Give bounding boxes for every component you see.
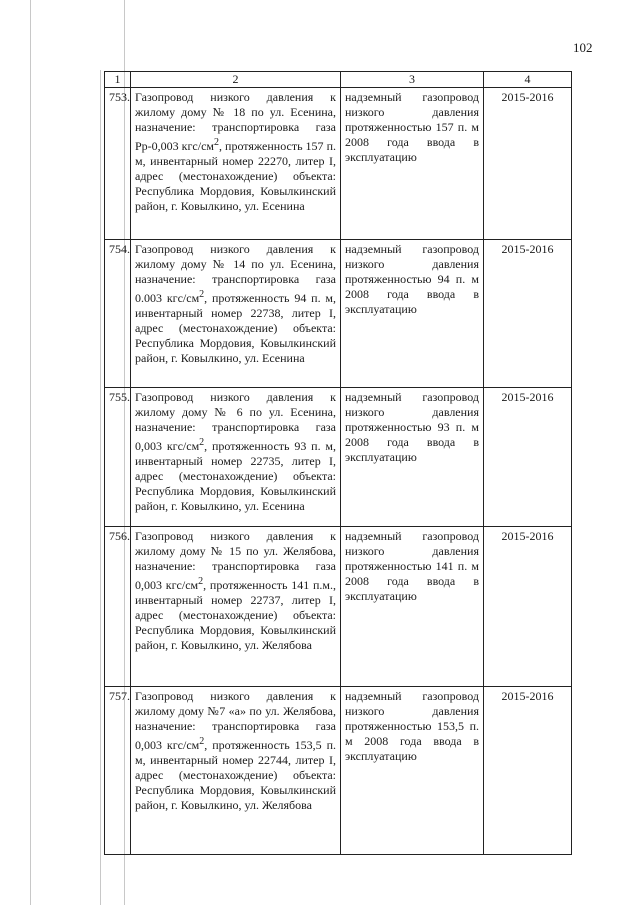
object-characteristics: надземный газопровод низкого давления протяженностью 141 п. м 2008 года ввода в эксплуатацию — [341, 527, 484, 687]
object-characteristics: надземный газопровод низкого давления протяженностью 93 п. м 2008 года ввода в эксплуатацию — [341, 388, 484, 527]
row-number: 757. — [105, 687, 131, 855]
table-header-row — [105, 72, 572, 88]
header-cell: 1 — [105, 72, 131, 88]
row-number: 756. — [105, 527, 131, 687]
object-description: Газопровод низкого давления к жилому дому № 15 по ул. Желябова, назначение: транспортировка газа 0,003 кгс/$см^2$, протяженность 141 п.м., инвентарный номер 22737, литер I, адрес (местонахождение) объекта: Республика Мордовия, Ковылкинский район, г. Ковылкино, ул. Желябова — [131, 527, 341, 687]
object-characteristics: надземный газопровод низкого давления протяженностью 94 п. м 2008 года ввода в эксплуатацию — [341, 240, 484, 388]
object-description: Газопровод низкого давления к жилому дому № 18 по ул. Есенина, назначение: транспортировка газа Рр-0,003 кгс/$см^2$, протяженность 157 п. м, инвентарный номер 22270, литер I, адрес (местонахождение) объекта: Республика Мордовия, Ковылкинский район, г. Ковылкино, ул. Есенина — [131, 88, 341, 240]
page-number: 102 — [573, 40, 593, 55]
row-number: 753. — [105, 88, 131, 240]
table-row — [105, 388, 572, 527]
object-description: Газопровод низкого давления к жилому дому №7 «а» по ул. Желябова, назначение: транспортировка газа 0,003 кгс/$см^2$, протяженность 153,5 п. м, инвентарный номер 22744, литер I, адрес (местонахождение) объекта: Республика Мордовия, Ковылкинский район, г. Ковылкино, ул. Желябова — [131, 687, 341, 855]
object-description: Газопровод низкого давления к жилому дому № 6 по ул. Есенина, назначение: транспортировка газа 0,003 кгс/$см^2$, протяженность 93 п. м, инвентарный номер 22735, литер I, адрес (местонахождение) объекта: Республика Мордовия, Ковылкинский район, г. Ковылкино, ул. Есенина — [131, 388, 341, 527]
years-cell: 2015-2016 — [484, 88, 572, 240]
table-row — [105, 527, 572, 687]
margin-line — [100, 70, 101, 905]
header-cell: 2 — [131, 72, 341, 88]
header-cell: 4 — [484, 72, 572, 88]
years-cell: 2015-2016 — [484, 240, 572, 388]
table-row — [105, 687, 572, 855]
row-number: 755. — [105, 388, 131, 527]
years-cell: 2015-2016 — [484, 388, 572, 527]
object-characteristics: надземный газопровод низкого давления протяженностью 157 п. м 2008 года ввода в эксплуатацию — [341, 88, 484, 240]
table-row — [105, 240, 572, 388]
years-cell: 2015-2016 — [484, 527, 572, 687]
years-cell: 2015-2016 — [484, 687, 572, 855]
table-row — [105, 88, 572, 240]
margin-line — [30, 0, 31, 905]
object-characteristics: надземный газопровод низкого давления протяженностью 153,5 п. м 2008 года ввода в эксплуатацию — [341, 687, 484, 855]
row-number: 754. — [105, 240, 131, 388]
property-table — [104, 71, 572, 855]
header-cell: 3 — [341, 72, 484, 88]
object-description: Газопровод низкого давления к жилому дому № 14 по ул. Есенина, назначение: транспортировка газа 0.003 кгс/$см^2$, протяженность 94 п. м, инвентарный номер 22738, литер I, адрес (местонахождение) объекта: Республика Мордовия, Ковылкинский район, г. Ковылкино, ул. Есенина — [131, 240, 341, 388]
